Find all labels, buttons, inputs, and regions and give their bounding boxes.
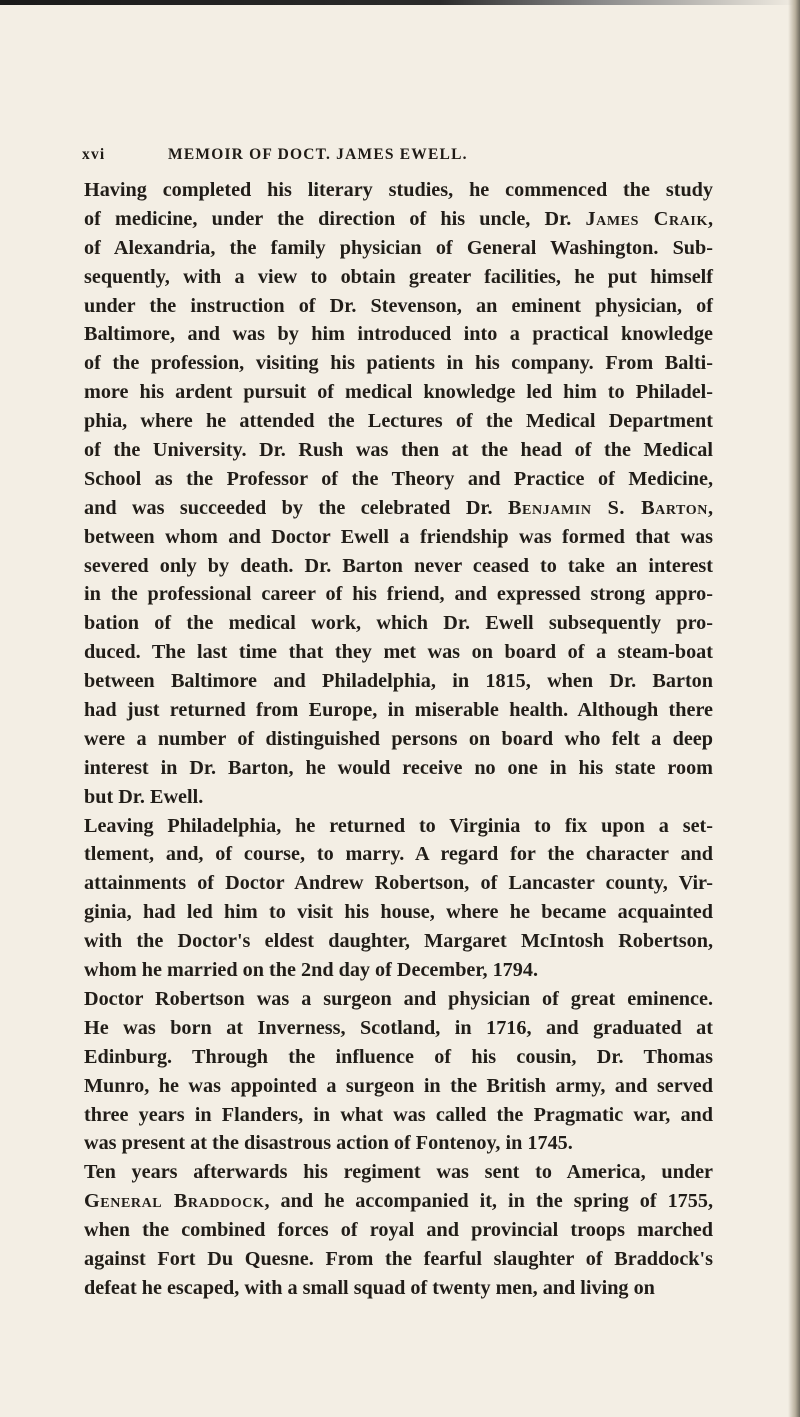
text-line: phia, where he attended the Lectures of the Medical Department bbox=[84, 410, 713, 433]
text-line: Doctor Robertson was a surgeon and physician of great eminence. bbox=[84, 987, 713, 1010]
text-line: with the Doctor's eldest daughter, Margaret McIntosh Robertson, bbox=[84, 930, 713, 953]
text-line: severed only by death. Dr. Barton never ceased to take an interest bbox=[84, 554, 713, 577]
text-line: of the profession, visiting his patients in his company. From Balti- bbox=[84, 352, 713, 375]
text-line: were a number of distinguished persons on board who felt a deep bbox=[84, 727, 713, 750]
text-line: and was succeeded by the celebrated Dr. Benjamin S. Barton, bbox=[84, 496, 713, 519]
small-caps-name: James Craik bbox=[585, 207, 708, 230]
text-line: three years in Flanders, in what was called the Pragmatic war, and bbox=[84, 1103, 713, 1126]
text-line: Baltimore, and was by him introduced into a practical knowledge bbox=[84, 323, 713, 346]
text-line: Munro, he was appointed a surgeon in the British army, and served bbox=[84, 1074, 713, 1097]
text-line: but Dr. Ewell. bbox=[84, 785, 204, 808]
text-line: ginia, had led him to visit his house, where he became acquainted bbox=[84, 901, 713, 924]
body-text bbox=[84, 176, 713, 1303]
text-line: He was born at Inverness, Scotland, in 1716, and graduated at bbox=[84, 1016, 713, 1039]
text-line: defeat he escaped, with a small squad of twenty men, and living on bbox=[84, 1276, 655, 1299]
text-line: more his ardent pursuit of medical knowledge led him to Philadel- bbox=[84, 381, 713, 404]
text-line: General Braddock, and he accompanied it, in the spring of 1755, bbox=[84, 1190, 713, 1213]
text-line: had just returned from Europe, in miserable health. Although there bbox=[84, 699, 713, 722]
text-line: was present at the disastrous action of Fontenoy, in 1745. bbox=[84, 1132, 573, 1155]
text-line: whom he married on the 2nd day of December, 1794. bbox=[84, 959, 539, 982]
text-line: tlement, and, of course, to marry. A regard for the character and bbox=[84, 843, 713, 866]
text-line: School as the Professor of the Theory and Practice of Medicine, bbox=[84, 467, 713, 490]
running-title: MEMOIR OF DOCT. JAMES EWELL. bbox=[168, 146, 468, 163]
paragraph bbox=[84, 176, 713, 812]
text-line: when the combined forces of royal and provincial troops marched bbox=[84, 1219, 713, 1242]
top-edge-shadow bbox=[0, 0, 800, 5]
text-line: Having completed his literary studies, he commenced the study bbox=[84, 179, 713, 201]
text-line: Edinburg. Through the influence of his cousin, Dr. Thomas bbox=[84, 1045, 713, 1068]
text-line: Ten years afterwards his regiment was sent to America, under bbox=[84, 1161, 713, 1184]
text-line: of Alexandria, the family physician of General Washington. Sub- bbox=[84, 236, 713, 259]
text-line: between Baltimore and Philadelphia, in 1815, when Dr. Barton bbox=[84, 670, 713, 693]
text-line: bation of the medical work, which Dr. Ewell subsequently pro- bbox=[84, 612, 713, 635]
text-line: interest in Dr. Barton, he would receive no one in his state room bbox=[84, 756, 713, 779]
text-line: duced. The last time that they met was on board of a steam-boat bbox=[84, 641, 713, 664]
paragraph bbox=[84, 1158, 713, 1302]
small-caps-name: Benjamin S. Barton bbox=[507, 496, 708, 519]
text-line: Leaving Philadelphia, he returned to Virginia to fix upon a set- bbox=[84, 814, 713, 837]
text-line: of the University. Dr. Rush was then at the head of the Medical bbox=[84, 439, 713, 462]
paragraph bbox=[84, 985, 713, 1158]
text-line: in the professional career of his friend, and expressed strong appro- bbox=[84, 583, 713, 606]
text-line: between whom and Doctor Ewell a friendship was formed that was bbox=[84, 525, 713, 548]
page-edge-shadow bbox=[788, 0, 800, 1417]
text-line: sequently, with a view to obtain greater facilities, he put himself bbox=[84, 265, 713, 288]
text-line: of medicine, under the direction of his uncle, Dr. James Craik, bbox=[84, 207, 713, 230]
paragraph bbox=[84, 812, 713, 985]
text-line: under the instruction of Dr. Stevenson, an eminent physician, of bbox=[84, 294, 713, 317]
text-line: attainments of Doctor Andrew Robertson, of Lancaster county, Vir- bbox=[84, 872, 713, 895]
running-head bbox=[82, 146, 702, 164]
page-number: xvi bbox=[82, 146, 106, 163]
text-line: against Fort Du Quesne. From the fearful slaughter of Braddock's bbox=[84, 1247, 713, 1270]
small-caps-name: General Braddock bbox=[84, 1190, 265, 1213]
